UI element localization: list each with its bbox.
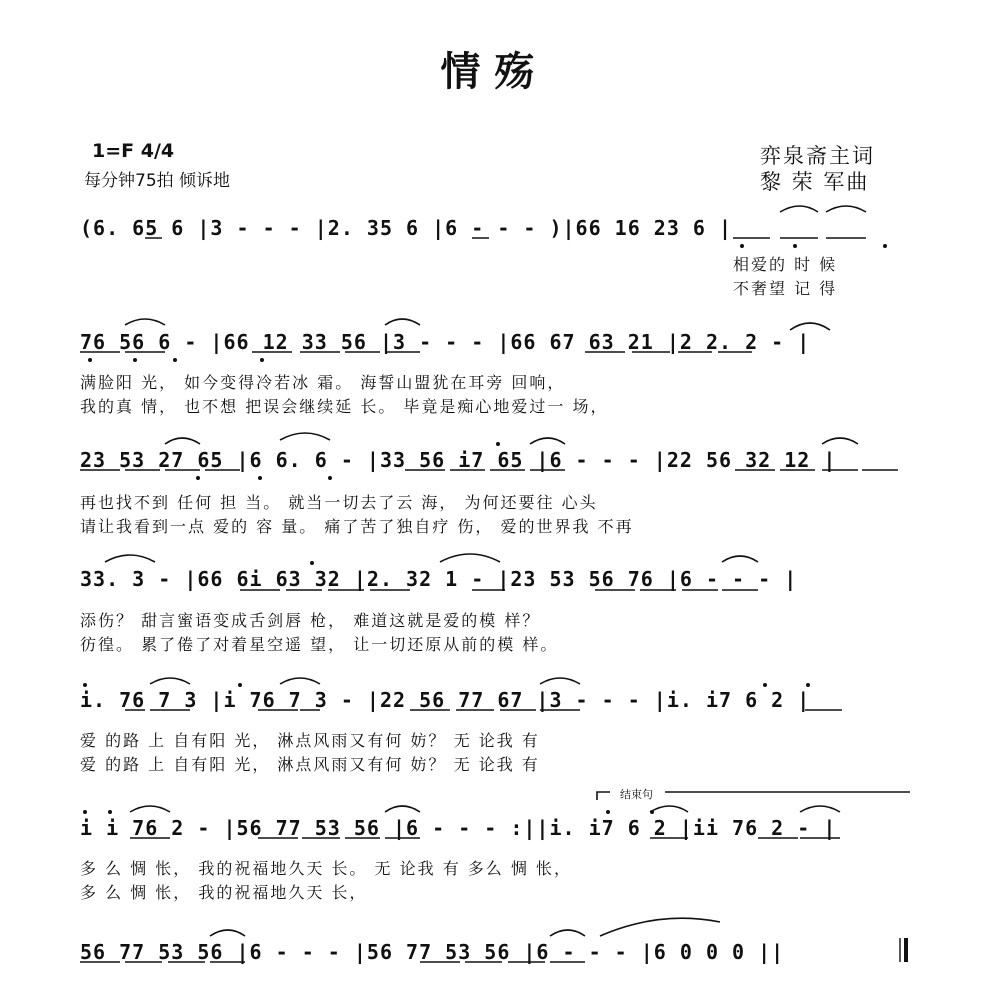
- lyric-row-6-verse-2: 多 么 惆 怅， 我的祝福地久天 长，: [80, 883, 368, 902]
- lyric-row-5-verse-1: 爱 的路 上 自有阳 光， 淋点风雨又有何 妨？ 无 论我 有: [80, 731, 540, 750]
- lyric-row-6-verse-1: 多 么 惆 怅， 我的祝福地久天 长。 无 论我 有 多么 惆 怅，: [80, 859, 572, 878]
- lyric-row-5-verse-2: 爱 的路 上 自有阳 光， 淋点风雨又有何 妨？ 无 论我 有: [80, 755, 540, 774]
- lyric-row-2-verse-1: 满脸阳 光， 如今变得冷若冰 霜。 海誓山盟犹在耳旁 回响，: [80, 373, 566, 392]
- notation-row-3: 23 53 27 65 |6 6. 6 - |33 56 i7 65 |6 - - - |22 56 32 12 |: [80, 448, 837, 472]
- composer-credit: 黎 荣 军曲: [760, 170, 870, 194]
- notation-row-4: 33. 3 - |66 6i 63 32 |2. 32 1 - |23 53 56 76 |6 - - - |: [80, 567, 798, 591]
- song-title: 情殇: [440, 48, 549, 95]
- lyricist-credit: 弈泉斋主词: [760, 144, 875, 168]
- notation-row-7: 56 77 53 56 |6 - - - |56 77 53 56 |6 - - - |6 0 0 0 ||: [80, 940, 785, 964]
- lyric-row-3-verse-2: 请让我看到一点 爱的 容 量。 痛了苦了独自疗 伤， 爱的世界我 不再: [80, 517, 634, 536]
- lyric-row-3-verse-1: 再也找不到 任何 担 当。 就当一切去了云 海， 为何还要往 心头: [80, 493, 598, 512]
- lyric-row-4-verse-1: 添伤？ 甜言蜜语变成舌剑唇 枪， 难道这就是爱的模 样？: [80, 611, 541, 630]
- lyric-row-1-verse-2: 不奢望 记 得: [733, 279, 838, 298]
- notation-row-1: (6. 65 6 |3 - - - |2. 35 6 |6 - - - )|66 16 23 6 |: [80, 216, 733, 240]
- lyric-row-4-verse-2: 彷徨。 累了倦了对着星空遥 望， 让一切还原从前的模 样。: [80, 635, 559, 654]
- ending-label: 结束句: [620, 788, 653, 801]
- notation-row-2: 76 56 6 - |66 12 33 56 |3 - - - |66 67 63 21 |2 2. 2 - |: [80, 330, 811, 354]
- key-signature: 1=F 4/4: [92, 140, 175, 162]
- lyric-row-1-verse-1: 相爱的 时 候: [733, 255, 838, 274]
- notation-row-5: i. 76 7 3 |i 76 7 3 - |22 56 77 67 |3 - - - |i. i7 6 2 |: [80, 688, 811, 712]
- notation-row-6: i i 76 2 - |56 77 53 56 |6 - - - :||i. i7 6 2 |ii 76 2 - |: [80, 816, 837, 840]
- lyric-row-2-verse-2: 我的真 情， 也不想 把误会继续延 长。 毕竟是痴心地爱过一 场，: [80, 397, 609, 416]
- tempo-marking: 每分钟75拍 倾诉地: [84, 171, 231, 191]
